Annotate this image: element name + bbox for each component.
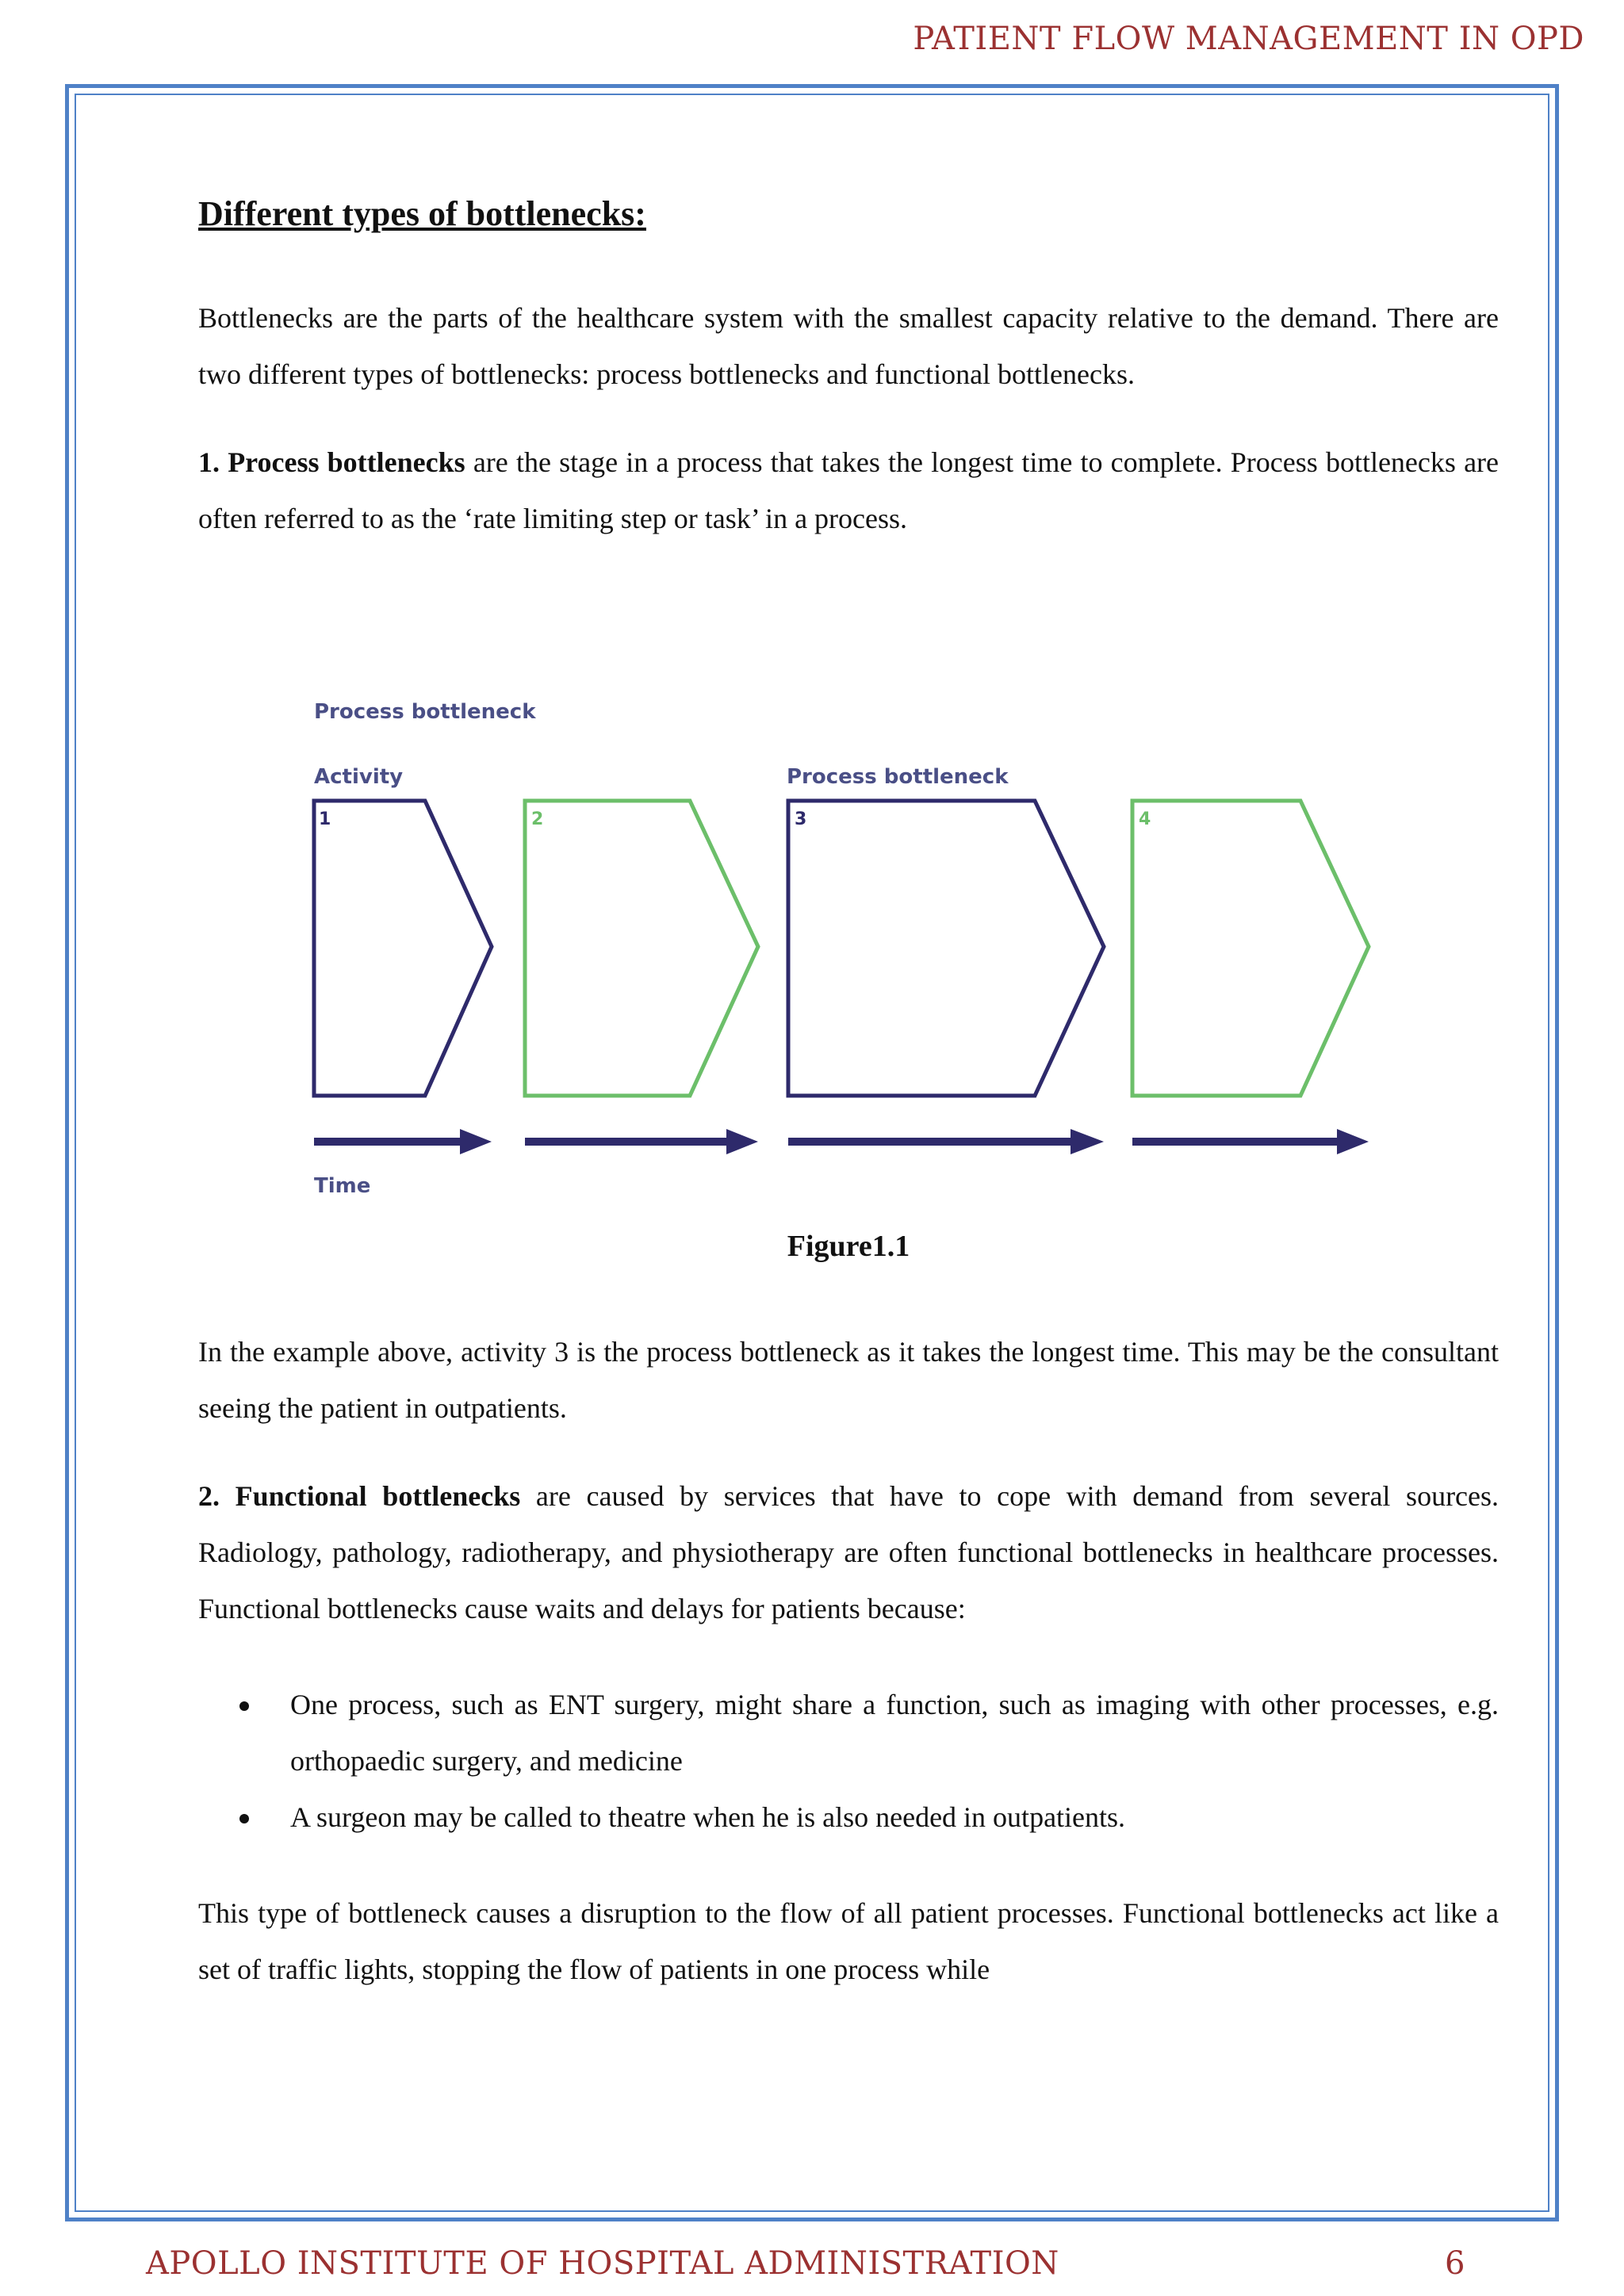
process-bottleneck-definition: are the stage in a process that takes the longest time to complete. Process bottlenecks are often referred to as the ‘rate limiting step or task’ in a process. (198, 446, 1500, 534)
activity-1-number: 1 (319, 809, 331, 829)
list-number-2: 2. (198, 1480, 220, 1512)
figure-title: Process bottleneck (314, 700, 536, 724)
page-number: 6 (1445, 2245, 1465, 2282)
time-arrowhead-2 (726, 1129, 758, 1154)
page-content (198, 190, 1499, 1998)
activity-3-number: 3 (795, 809, 807, 829)
time-arrowhead-4 (1337, 1129, 1369, 1154)
bullet-text: A surgeon may be called to theatre when he is also needed in outpatients. (290, 1801, 1126, 1833)
list-item (198, 1789, 1499, 1846)
figure-explanation-paragraph: In the example above, activity 3 is the process bottleneck as it takes the longest time. This may be the consultant seeing the patient in outpatients. (198, 1336, 1499, 1424)
time-arrow-1 (314, 1138, 463, 1146)
list-item (198, 1677, 1499, 1789)
activity-4-number: 4 (1139, 809, 1151, 829)
time-arrow-2 (525, 1138, 730, 1146)
figure-caption: Figure1.1 (787, 1230, 910, 1263)
running-header: PATIENT FLOW MANAGEMENT IN OPD (913, 21, 1584, 57)
closing-paragraph: This type of bottleneck causes a disruption to the flow of all patient processes. Functional bottlenecks act like a set of traffic lights, stopping the flow of patients in one process while (198, 1897, 1499, 1985)
activity-2-number: 2 (531, 809, 544, 829)
list-number-1: 1. (198, 446, 220, 478)
functional-bottleneck-paragraph (198, 1468, 1499, 1637)
time-arrowhead-1 (460, 1129, 492, 1154)
bottleneck-label: Process bottleneck (787, 765, 1009, 789)
process-bottleneck-term: Process bottlenecks (228, 446, 465, 478)
activity-label: Activity (314, 765, 404, 789)
bullet-icon (239, 1814, 249, 1823)
process-bottleneck-diagram (198, 610, 1499, 1213)
intro-paragraph: Bottlenecks are the parts of the healthcare system with the smallest capacity relative to the demand. There are two different types of bottlenecks: process bottlenecks and functional bottlenecks. (198, 302, 1499, 390)
time-arrows (314, 1129, 1369, 1154)
process-bottleneck-paragraph (198, 434, 1499, 547)
time-label: Time (314, 1174, 371, 1198)
activity-4-shape (1132, 801, 1369, 1096)
functional-bottleneck-definition: are caused by services that have to cope with demand from several sources. Radiology, pathology, radiotherapy, and physiotherapy are often functional bottlenecks in healthcare processes. Functional bottlenecks cause waits and delays for patients because: (198, 1480, 1500, 1624)
bullet-text: One process, such as ENT surgery, might share a function, such as imaging with other processes, e.g. orthopaedic surgery, and medicine (290, 1689, 1499, 1777)
figure-1-1 (198, 610, 1499, 1324)
footer-institute: APOLLO INSTITUTE OF HOSPITAL ADMINISTRATION (146, 2245, 1059, 2282)
time-arrow-3 (788, 1138, 1074, 1146)
activity-1-shape (314, 801, 492, 1096)
time-arrow-4 (1132, 1138, 1340, 1146)
bullet-list (198, 1677, 1499, 1846)
activity-2-shape (525, 801, 758, 1096)
bullet-icon (239, 1701, 249, 1711)
section-heading: Different types of bottlenecks: (198, 194, 646, 233)
time-arrowhead-3 (1071, 1129, 1104, 1154)
activity-3-shape (788, 801, 1104, 1096)
functional-bottleneck-term: Functional bottlenecks (235, 1480, 521, 1512)
